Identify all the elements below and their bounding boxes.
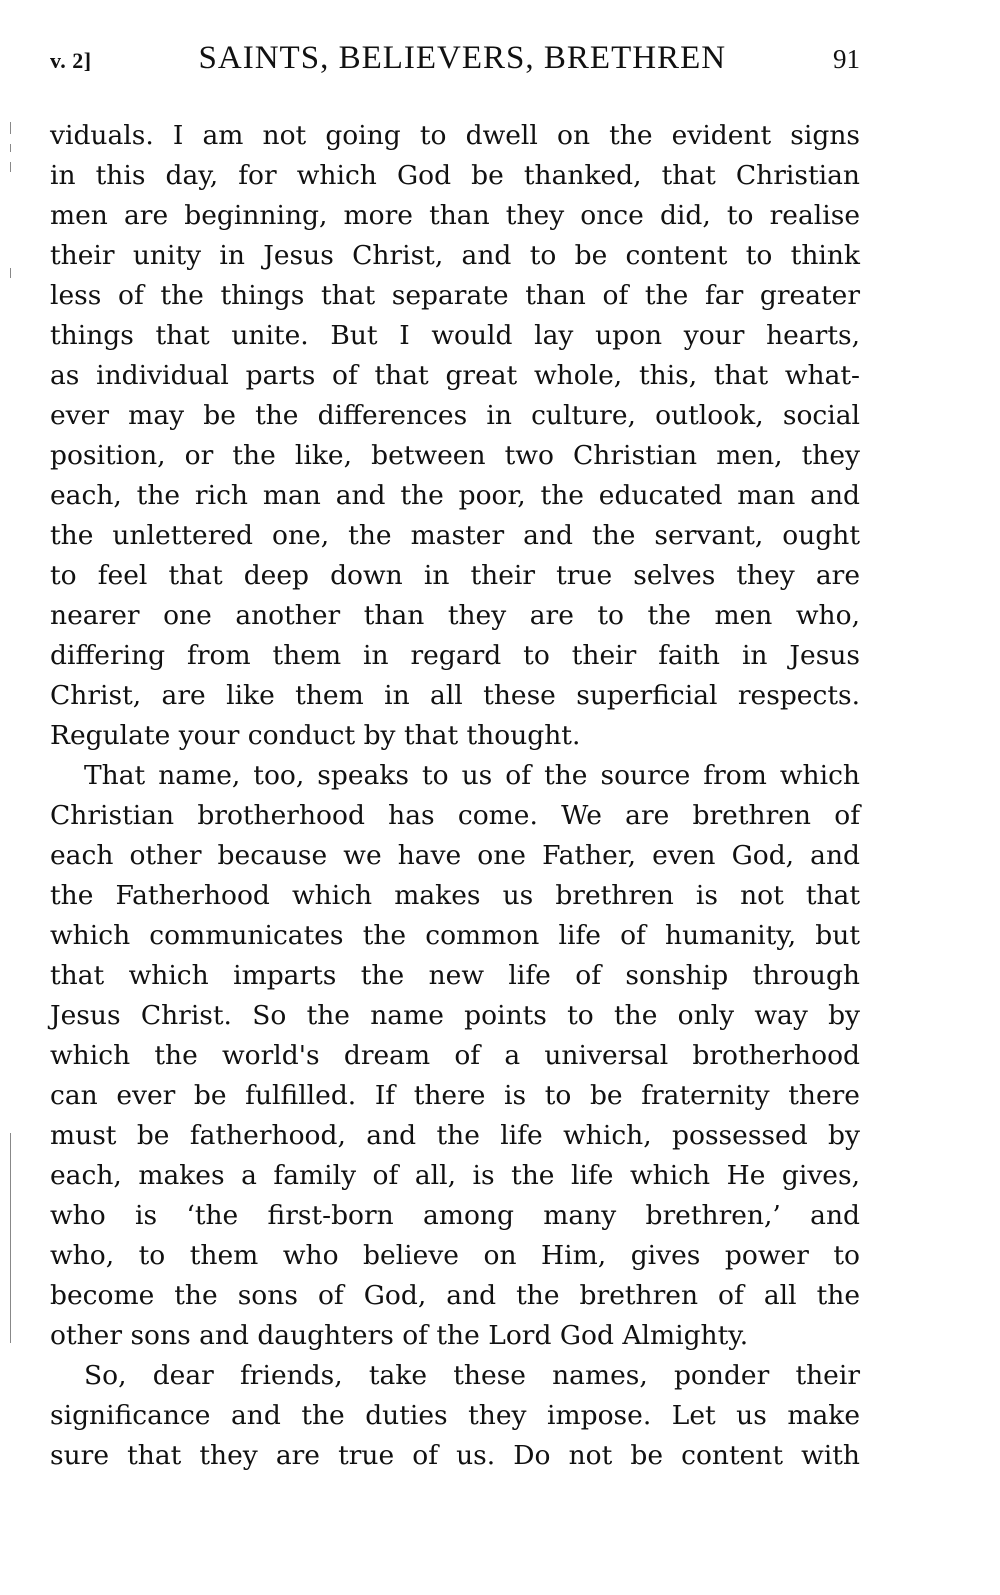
text-line: become the sons of God, and the brethren of all the <box>50 1280 860 1311</box>
text-line: men are beginning, more than they once did, to realise <box>50 200 860 231</box>
text-line: each, makes a family of all, is the life which He gives, <box>50 1160 860 1191</box>
text-line: can ever be fulfilled. If there is to be fraternity there <box>50 1080 860 1111</box>
margin-marks <box>6 118 20 1358</box>
margin-mark <box>10 144 11 152</box>
margin-mark <box>10 122 11 134</box>
body-text <box>50 116 860 1476</box>
text-line: things that unite. But I would lay upon your hearts, <box>50 320 860 351</box>
text-line: which communicates the common life of humanity, but <box>50 920 860 951</box>
paragraph-3 <box>50 1356 860 1476</box>
text-line: Jesus Christ. So the name points to the only way by <box>50 1000 860 1031</box>
text-line: So, dear friends, take these names, ponder their <box>84 1360 860 1391</box>
margin-mark <box>10 268 11 278</box>
paragraph-2 <box>50 756 860 1356</box>
text-line: ever may be the differences in culture, outlook, social <box>50 400 860 431</box>
text-line: that which imparts the new life of sonship through <box>50 960 860 991</box>
text-line: to feel that deep down in their true selves they are <box>50 560 860 591</box>
text-line: Regulate your conduct by that thought. <box>50 720 581 751</box>
text-line: who is ‘the first-born among many brethren,’ and <box>50 1200 860 1231</box>
text-line: sure that they are true of us. Do not be content with <box>50 1440 860 1471</box>
text-line: Christ, are like them in all these superficial respects. <box>50 680 860 711</box>
page-number: 91 <box>833 44 860 74</box>
text-line: That name, too, speaks to us of the source from which <box>84 760 860 791</box>
paragraph-1 <box>50 116 860 756</box>
margin-mark <box>10 1133 11 1343</box>
text-line: position, or the like, between two Christian men, they <box>50 440 860 471</box>
text-line: significance and the duties they impose. Let us make <box>50 1400 860 1431</box>
text-line: in this day, for which God be thanked, that Christian <box>50 160 860 191</box>
text-line: less of the things that separate than of the far greater <box>50 280 860 311</box>
running-title: SAINTS, BELIEVERS, BRETHREN <box>198 40 727 76</box>
margin-mark <box>10 162 11 172</box>
text-line: their unity in Jesus Christ, and to be content to think <box>50 240 860 271</box>
running-header <box>50 40 860 96</box>
text-line: as individual parts of that great whole, this, that what- <box>50 360 860 391</box>
text-line: each other because we have one Father, even God, and <box>50 840 860 871</box>
text-line: the unlettered one, the master and the servant, ought <box>50 520 860 551</box>
text-line: Christian brotherhood has come. We are brethren of <box>50 800 860 831</box>
text-line: which the world's dream of a universal brotherhood <box>50 1040 860 1071</box>
text-line: other sons and daughters of the Lord God Almighty. <box>50 1320 749 1351</box>
chapter-verse-reference: v. 2] <box>50 48 92 73</box>
text-line: nearer one another than they are to the men who, <box>50 600 860 631</box>
text-line: each, the rich man and the poor, the educated man and <box>50 480 860 511</box>
text-line: must be fatherhood, and the life which, possessed by <box>50 1120 860 1151</box>
text-line: differing from them in regard to their faith in Jesus <box>50 640 860 671</box>
text-line: viduals. I am not going to dwell on the evident signs <box>50 120 860 151</box>
text-line: who, to them who believe on Him, gives power to <box>50 1240 860 1271</box>
book-page <box>50 40 860 1476</box>
text-line: the Fatherhood which makes us brethren is not that <box>50 880 860 911</box>
